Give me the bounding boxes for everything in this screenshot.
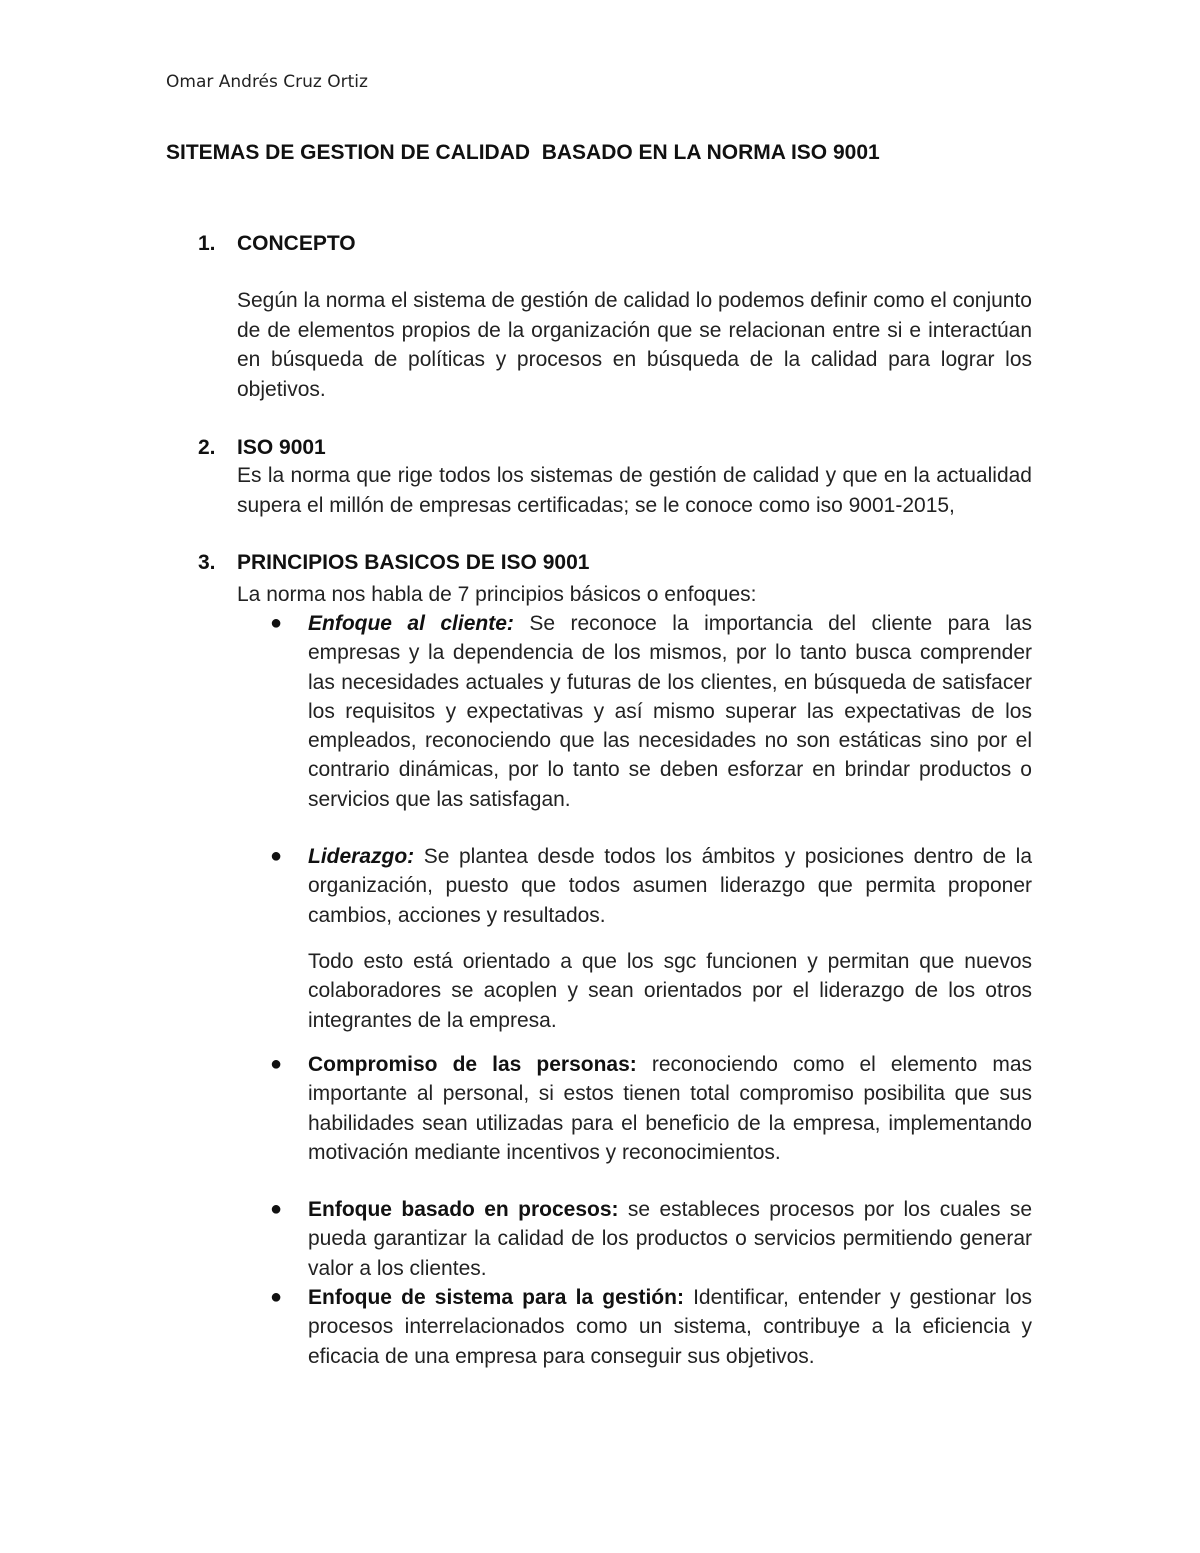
- section-paragraph-concepto: Según la norma el sistema de gestión de calidad lo podemos definir como el conjunto de de elementos propios de la organización que se relacionan entre si e interactúan en búsqueda de políticas y procesos en búsqueda de la calidad para lograr los objetivos.: [237, 289, 1032, 401]
- section-heading-principios: PRINCIPIOS BASICOS DE ISO 9001: [237, 551, 590, 574]
- section-paragraph-iso: Es la norma que rige todos los sistemas de gestión de calidad y que en la actualidad supera el millón de empresas certificadas; se le conoce como iso 9001-2015,: [237, 464, 1032, 517]
- bullet-marker: ●: [270, 1198, 283, 1220]
- section-intro-principios: La norma nos habla de 7 principios básicos o enfoques:: [237, 583, 757, 606]
- author-name: Omar Andrés Cruz Ortiz: [166, 72, 368, 92]
- bullet-sistema-gestion: [308, 1283, 1032, 1371]
- section-number-2: 2.: [198, 436, 216, 459]
- bullet-liderazgo: [308, 842, 1032, 930]
- bullet-enfoque-cliente: [308, 609, 1032, 814]
- bullet-marker: ●: [270, 612, 283, 634]
- bullet-text: Se reconoce la importancia del cliente para las empresas y la dependencia de los mismos, por lo tanto busca comprender las necesidades actuales y futuras de los clientes, en búsqueda de satisfacer los requisitos y expectativas y así mismo superar las expectativas de los empleados, reconociendo que las necesidades no son estáticas sino por el contrario dinámicas, por lo tanto se deben esforzar en brindar productos o servicios que las satisfagan.: [308, 612, 1032, 811]
- bullet-text: se estableces procesos por los cuales se pueda garantizar la calidad de los productos o servicios permitiendo generar valor a los clientes.: [308, 1198, 1032, 1280]
- document-title: SITEMAS DE GESTION DE CALIDAD BASADO EN LA NORMA ISO 9001: [166, 141, 880, 164]
- bullet-compromiso: [308, 1050, 1032, 1167]
- section-number-3: 3.: [198, 551, 216, 574]
- bullet-term: Liderazgo:: [308, 845, 415, 868]
- bullet-term: Enfoque basado en procesos:: [308, 1198, 619, 1221]
- bullet-term: Enfoque al cliente:: [308, 612, 514, 635]
- section-heading-concepto: CONCEPTO: [237, 232, 356, 255]
- section-number-1: 1.: [198, 232, 216, 255]
- bullet-text: reconociendo como el elemento mas importante al personal, si estos tienen total compromiso posibilita que sus habilidades sean utilizadas para el beneficio de la empresa, implementando motivación mediante incentivos y reconocimientos.: [308, 1053, 1033, 1164]
- bullet-marker: ●: [270, 1286, 283, 1308]
- bullet-text: Se plantea desde todos los ámbitos y posiciones dentro de la organización, puesto que todos asumen liderazgo que permita proponer cambios, acciones y resultados.: [308, 845, 1032, 927]
- bullet-marker: ●: [270, 845, 283, 867]
- bullet-text: Identificar, entender y gestionar los procesos interrelacionados como un sistema, contribuye a la eficiencia y eficacia de una empresa para conseguir sus objetivos.: [308, 1286, 1033, 1368]
- bullet-liderazgo-extra: Todo esto está orientado a que los sgc funcionen y permitan que nuevos colaboradores se acoplen y sean orientados por el liderazgo de los otros integrantes de la empresa.: [308, 950, 1032, 1032]
- bullet-marker: ●: [270, 1053, 283, 1075]
- section-heading-iso: ISO 9001: [237, 436, 326, 459]
- bullet-term: Compromiso de las personas:: [308, 1053, 637, 1076]
- bullet-term: Enfoque de sistema para la gestión:: [308, 1286, 684, 1309]
- bullet-procesos: [308, 1195, 1032, 1283]
